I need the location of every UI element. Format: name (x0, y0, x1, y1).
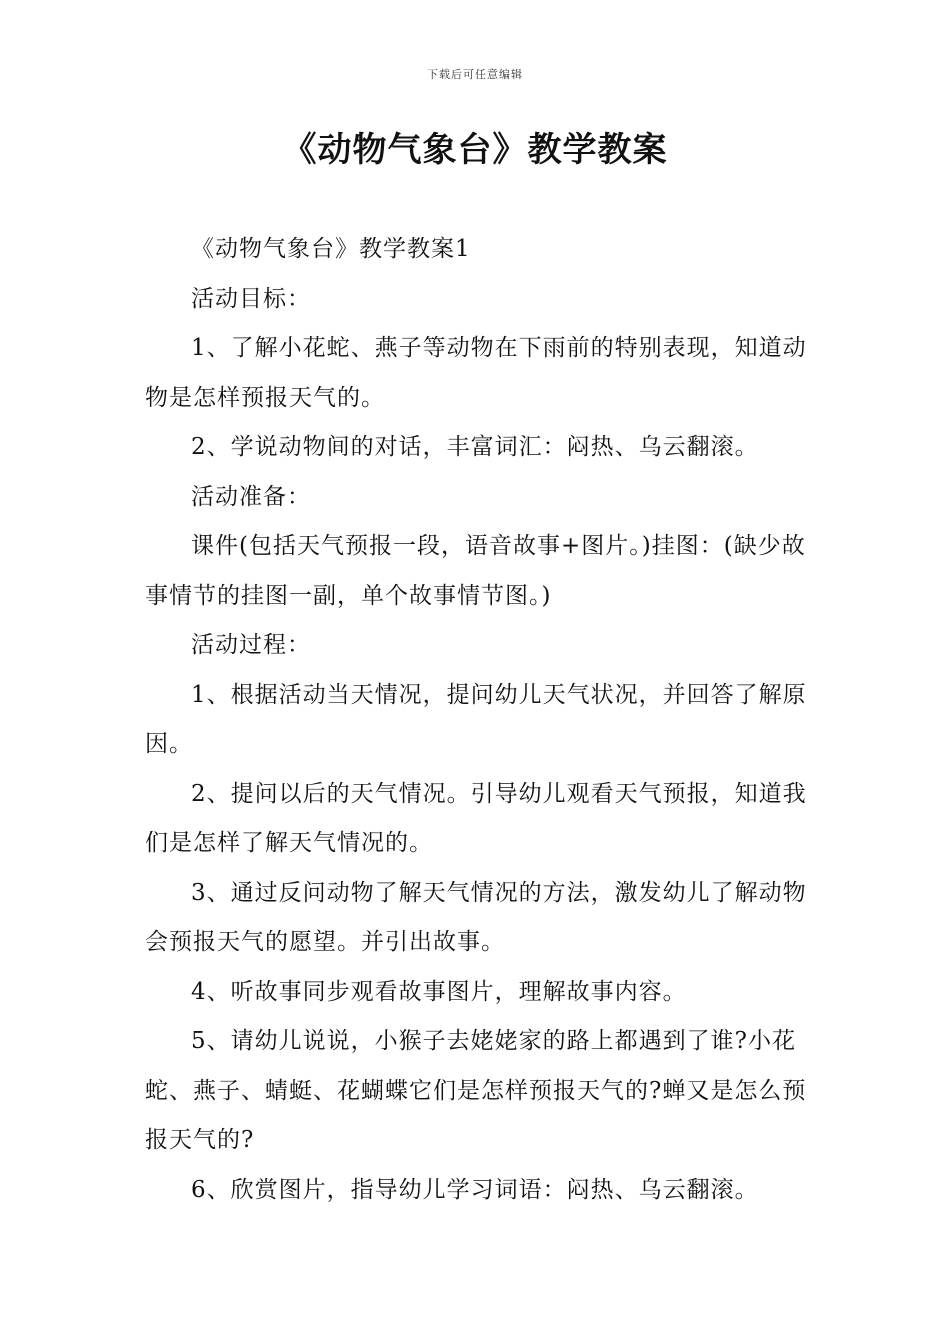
header-note: 下载后可任意编辑 (427, 68, 523, 81)
document-title: 《动物气象台》教学教案 (282, 130, 668, 170)
process-step-5: 5、请幼儿说说，小猴子去姥姥家的路上都遇到了谁?小花蛇、燕子、蜻蜓、花蝴蝶它们是怎样预报天气的?蝉又是怎么预报天气的? (145, 1028, 807, 1153)
section-heading: 《动物气象台》教学教案1 (191, 236, 471, 262)
process-step-3: 3、通过反问动物了解天气情况的方法，激发幼儿了解动物会预报天气的愿望。并引出故事。 (145, 879, 807, 955)
process-step-4: 4、听故事同步观看故事图片，理解故事内容。 (191, 978, 687, 1005)
process-step-2: 2、提问以后的天气情况。引导幼儿观看天气预报，知道我们是怎样了解天气情况的。 (145, 780, 807, 856)
preparation-heading: 活动准备： (191, 483, 311, 510)
goals-heading: 活动目标： (191, 285, 311, 312)
document-body (145, 225, 810, 1215)
preparation-text: 课件(包括天气预报一段，语音故事+图片。)挂图：(缺少故事情节的挂图一副，单个故事情节图。) (145, 533, 806, 609)
process-step-1: 1、根据活动当天情况，提问幼儿天气状况，并回答了解原因。 (145, 681, 807, 757)
process-step-6: 6、欣赏图片，指导幼儿学习词语：闷热、乌云翻滚。 (191, 1176, 759, 1203)
goal-item-1: 1、了解小花蛇、燕子等动物在下雨前的特别表现，知道动物是怎样预报天气的。 (145, 335, 807, 411)
process-heading: 活动过程： (191, 632, 311, 658)
goal-item-2: 2、学说动物间的对话，丰富词汇：闷热、乌云翻滚。 (191, 434, 759, 460)
